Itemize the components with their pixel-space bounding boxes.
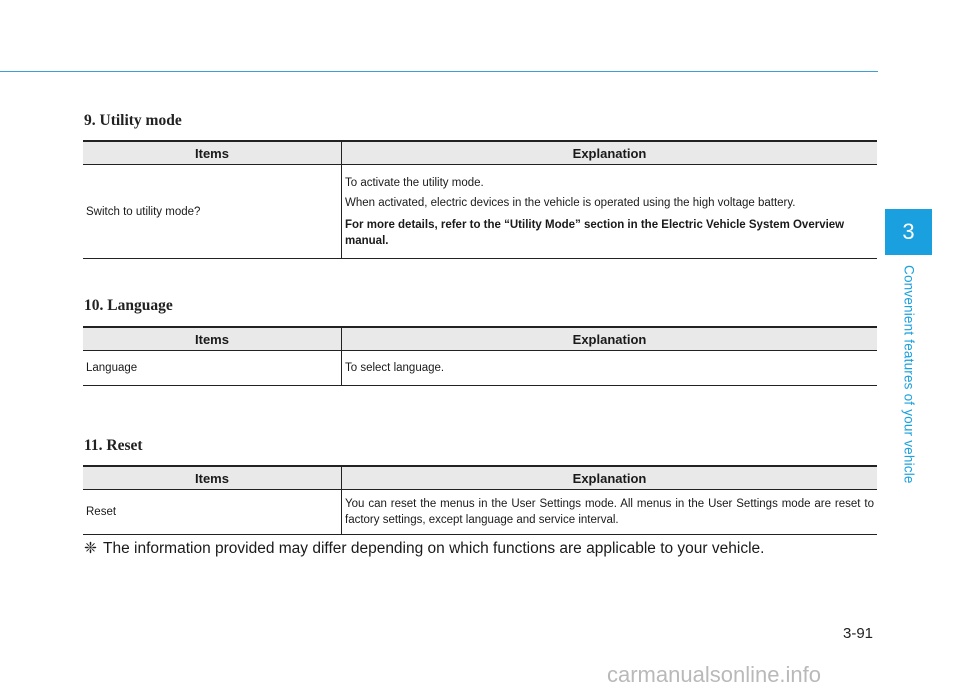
note-symbol-icon: ❈ — [84, 540, 97, 557]
table-header-row — [83, 466, 877, 490]
table-row — [83, 165, 877, 259]
item-cell: Switch to utility mode? — [83, 165, 342, 259]
top-rule — [0, 71, 878, 72]
chapter-label — [899, 265, 919, 493]
table-row — [83, 490, 877, 535]
explanation-cell: To select language. — [342, 351, 878, 386]
explanation-header: Explanation — [342, 141, 878, 165]
explanation-line: To activate the utility mode. — [345, 176, 484, 189]
explanation-reference: For more details, refer to the “Utility Mode” section in the Electric Vehicle System Overview manual. — [345, 218, 845, 247]
explanation-line: When activated, electric devices in the vehicle is operated using the high voltage battery. — [345, 196, 796, 209]
explanation-header: Explanation — [342, 466, 878, 490]
page-number: 3-91 — [843, 625, 874, 642]
table-header-row — [83, 327, 877, 351]
disclaimer-note — [84, 539, 764, 558]
watermark: carmanualsonline.info — [607, 662, 822, 687]
table-row — [83, 351, 877, 386]
utility-mode-table — [83, 140, 877, 259]
chapter-label-text: Convenient features of your vehicle — [901, 265, 917, 484]
note-text: The information provided may differ depending on which functions are applicable to your vehicle. — [103, 540, 765, 557]
section-title-utility-mode: 9. Utility mode — [84, 112, 182, 129]
item-cell: Reset — [83, 490, 342, 535]
explanation-cell — [342, 165, 878, 259]
items-header: Items — [83, 466, 342, 490]
reset-table — [83, 465, 877, 535]
table-header-row — [83, 141, 877, 165]
language-table — [83, 326, 877, 386]
section-title-reset: 11. Reset — [84, 437, 143, 454]
explanation-header: Explanation — [342, 327, 878, 351]
chapter-number-tab: 3 — [885, 209, 932, 255]
explanation-cell: You can reset the menus in the User Settings mode. All menus in the User Settings mode are reset to factory settings, except language and service interval. — [342, 490, 878, 535]
item-cell: Language — [83, 351, 342, 386]
items-header: Items — [83, 141, 342, 165]
section-title-language: 10. Language — [84, 297, 173, 314]
items-header: Items — [83, 327, 342, 351]
